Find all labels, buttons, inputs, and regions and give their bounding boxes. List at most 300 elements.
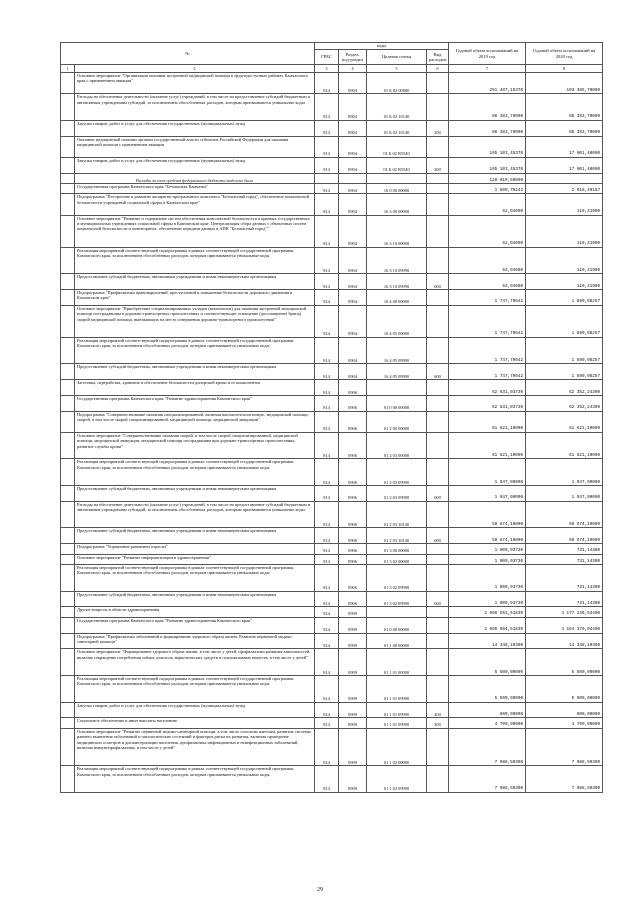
row-name: Государственная программа Камчатского края "Развитие здравоохранения Камчатского края" bbox=[75, 617, 315, 633]
grbs-cell: 814 bbox=[315, 274, 339, 290]
table-row bbox=[61, 501, 603, 528]
vr-cell bbox=[427, 766, 449, 793]
table-row bbox=[61, 728, 603, 765]
table-row bbox=[61, 305, 603, 337]
grbs-cell: 814 bbox=[315, 728, 339, 765]
amount-2019: 62,04600 bbox=[449, 194, 526, 215]
razdel-cell: 0906 bbox=[339, 528, 367, 544]
grbs-cell: 814 bbox=[315, 289, 339, 305]
amount-2019: 5 500,00000 bbox=[449, 676, 526, 703]
amount-2020: 119,31900 bbox=[526, 215, 603, 247]
row-name: Подпрограмма "Совершенствование оказания специализированной, включая высокотехнологичную, медицинской помощи, скорой, в том числе скорой специализированной, медицинской помощи, медицинской эвакуации" bbox=[75, 411, 315, 432]
column-number-row bbox=[61, 65, 603, 73]
row-number-cell bbox=[61, 617, 75, 633]
table-row bbox=[61, 528, 603, 544]
grbs-cell: 814 bbox=[315, 136, 339, 157]
csr-cell: 16 4 05 09990 bbox=[367, 364, 427, 380]
vr-cell bbox=[427, 649, 449, 676]
csr-cell: 16 3 10 00000 bbox=[367, 215, 427, 247]
table-row bbox=[61, 459, 603, 486]
row-name: Заготовка, переработка, хранение и обеспечение безопасности донорской крови и ее компонентов bbox=[75, 380, 315, 396]
amount-2020: 7 088,50300 bbox=[526, 728, 603, 765]
row-name: Закупка товаров, работ и услуг для обеспечения государственных (муниципальных) нужд bbox=[75, 157, 315, 173]
amount-2019: 86 383,70000 bbox=[449, 94, 526, 121]
row-number-cell bbox=[61, 432, 75, 459]
table-row bbox=[61, 607, 603, 617]
amount-2020: 1 899,08257 bbox=[526, 337, 603, 364]
grbs-cell: 814 bbox=[315, 766, 339, 793]
row-number-cell bbox=[61, 120, 75, 136]
amount-2020: 59 674,10000 bbox=[526, 501, 603, 528]
razdel-cell: 0909 bbox=[339, 617, 367, 633]
amount-2020: 731,14300 bbox=[526, 544, 603, 554]
vr-cell bbox=[427, 289, 449, 305]
grbs-cell bbox=[315, 173, 339, 183]
budget-table bbox=[60, 42, 603, 793]
row-name: Реализация мероприятий соответствующей подпрограммы в рамках соответствующей государственной программы Камчатского края, за исключением обособленных расходов, которым присваиваются уникальные коды bbox=[75, 247, 315, 274]
amount-2020: 1 947,00000 bbox=[526, 486, 603, 502]
csr-cell: 01 2 03 10140 bbox=[367, 501, 427, 528]
table-row bbox=[61, 591, 603, 607]
row-number-cell bbox=[61, 501, 75, 528]
table-row bbox=[61, 136, 603, 157]
amount-2020: 2 018,40157 bbox=[526, 183, 603, 193]
amount-2019: 2 908 551,51830 bbox=[449, 607, 526, 617]
row-number-cell bbox=[61, 459, 75, 486]
csr-cell: 01 2 03 09990 bbox=[367, 459, 427, 486]
amount-2020: 1 899,08257 bbox=[526, 305, 603, 337]
amount-2019: 1 809,75242 bbox=[449, 183, 526, 193]
amount-2019: 4 700,00000 bbox=[449, 718, 526, 728]
column-number: 1 bbox=[61, 65, 75, 73]
row-number-cell bbox=[61, 676, 75, 703]
razdel-cell: 0906 bbox=[339, 591, 367, 607]
table-row bbox=[61, 411, 603, 432]
row-name: Реализация мероприятий соответствующей подпрограммы в рамках соответствующей государственной программы Камчатского края, за исключением обособленных расходов, которым присваиваются уникальные коды bbox=[75, 676, 315, 703]
csr-cell: 01 2 03 00000 bbox=[367, 432, 427, 459]
header-vr: Вид расходов bbox=[427, 50, 449, 65]
csr-cell: 01 Б 02 R5540 bbox=[367, 136, 427, 157]
amount-2020: 61 621,10000 bbox=[526, 432, 603, 459]
header-csr: Целевая статья bbox=[367, 50, 427, 65]
razdel-cell: 0904 bbox=[339, 157, 367, 173]
row-number-cell bbox=[61, 728, 75, 765]
grbs-cell: 814 bbox=[315, 364, 339, 380]
vr-cell bbox=[427, 676, 449, 703]
grbs-cell: 814 bbox=[315, 94, 339, 121]
table-row bbox=[61, 120, 603, 136]
csr-cell: 01 1 01 09990 bbox=[367, 702, 427, 718]
amount-2019: 62,04600 bbox=[449, 274, 526, 290]
amount-2020: 4 164 370,04400 bbox=[526, 617, 603, 633]
razdel-cell: 0906 bbox=[339, 501, 367, 528]
razdel-cell: 0904 bbox=[339, 247, 367, 274]
header-sum-2020: Годовой объем ассигнований на 2020 год bbox=[526, 43, 603, 65]
grbs-cell: 814 bbox=[315, 702, 339, 718]
vr-cell: 600 bbox=[427, 274, 449, 290]
amount-2019: 165 103,45370 bbox=[449, 136, 526, 157]
csr-cell: 01 3 02 00000 bbox=[367, 554, 427, 564]
row-name: Основное мероприятие "Организация оказания экстренной медицинской помощи в труднодоступных районах Камчатского края с применением авиации" bbox=[75, 73, 315, 94]
amount-2019: 86 383,70000 bbox=[449, 120, 526, 136]
amount-2019: 1 009,93730 bbox=[449, 544, 526, 554]
row-name: Государственная программа Камчатского края "Развитие здравоохранения Камчатского края" bbox=[75, 395, 315, 411]
vr-cell bbox=[427, 544, 449, 554]
razdel-cell: 0909 bbox=[339, 676, 367, 703]
razdel-cell: 0909 bbox=[339, 728, 367, 765]
row-number-cell bbox=[61, 136, 75, 157]
razdel-cell: 0906 bbox=[339, 565, 367, 592]
table-row bbox=[61, 364, 603, 380]
grbs-cell: 814 bbox=[315, 194, 339, 215]
amount-2020: 59 674,10000 bbox=[526, 528, 603, 544]
amount-2020: 800,00000 bbox=[526, 702, 603, 718]
csr-cell: 01 1 02 00000 bbox=[367, 728, 427, 765]
razdel-cell: 0904 bbox=[339, 94, 367, 121]
table-row bbox=[61, 157, 603, 173]
csr-cell: 16 4 00 00000 bbox=[367, 289, 427, 305]
amount-2019: 165 103,45370 bbox=[449, 157, 526, 173]
amount-2019: 61 621,10000 bbox=[449, 432, 526, 459]
table-row bbox=[61, 544, 603, 554]
grbs-cell: 814 bbox=[315, 633, 339, 649]
row-number-cell bbox=[61, 173, 75, 183]
razdel-cell: 0904 bbox=[339, 215, 367, 247]
csr-cell: 16 3 00 00000 bbox=[367, 194, 427, 215]
header-sum-2019: Годовой объем ассигнований на 2019 год bbox=[449, 43, 526, 65]
vr-cell bbox=[427, 173, 449, 183]
razdel-cell: 0904 bbox=[339, 73, 367, 94]
csr-cell: 16 4 05 00000 bbox=[367, 305, 427, 337]
amount-2019: 7 088,50300 bbox=[449, 766, 526, 793]
table-row bbox=[61, 173, 603, 183]
amount-2020: 5 500,00000 bbox=[526, 676, 603, 703]
vr-cell bbox=[427, 432, 449, 459]
vr-cell bbox=[427, 395, 449, 411]
table-row bbox=[61, 395, 603, 411]
row-name: Предоставление субсидий бюджетным, автономным учреждениям и иным некоммерческим организациям bbox=[75, 274, 315, 290]
vr-cell bbox=[427, 633, 449, 649]
amount-2020: 14 348,10300 bbox=[526, 633, 603, 649]
grbs-cell: 814 bbox=[315, 649, 339, 676]
amount-2020: 119,31900 bbox=[526, 274, 603, 290]
amount-2020: 5 500,00000 bbox=[526, 649, 603, 676]
table-row bbox=[61, 486, 603, 502]
razdel-cell: 0906 bbox=[339, 544, 367, 554]
row-name: Реализация мероприятий соответствующей подпрограммы в рамках соответствующей государственной программы Камчатского края, за исключением обособленных расходов, которым присваиваются уникальные коды bbox=[75, 766, 315, 793]
header-number: № bbox=[61, 43, 315, 65]
amount-2019: 1 009,93730 bbox=[449, 554, 526, 564]
amount-2019: 128 919,50000 bbox=[449, 173, 526, 183]
amount-2020: 731,14300 bbox=[526, 565, 603, 592]
amount-2020: 731,14300 bbox=[526, 554, 603, 564]
csr-cell: 01 3 00 00000 bbox=[367, 544, 427, 554]
csr-cell: 01 1 01 00000 bbox=[367, 649, 427, 676]
row-note: Расходы за счет средств федерального бюджета выделено было bbox=[75, 173, 315, 183]
amount-2020: 61 621,10000 bbox=[526, 411, 603, 432]
csr-cell: 01 2 03 10140 bbox=[367, 528, 427, 544]
table-row bbox=[61, 617, 603, 633]
table-row bbox=[61, 247, 603, 274]
razdel-cell: 0909 bbox=[339, 649, 367, 676]
csr-cell: 01 Б 02 10140 bbox=[367, 120, 427, 136]
vr-cell bbox=[427, 94, 449, 121]
amount-2020: 119,31900 bbox=[526, 194, 603, 215]
row-number-cell bbox=[61, 274, 75, 290]
amount-2019: 5 500,00000 bbox=[449, 649, 526, 676]
razdel-cell: 0904 bbox=[339, 274, 367, 290]
razdel-cell: 0909 bbox=[339, 633, 367, 649]
row-name: Основное мероприятие "Совершенствование оказания скорой, в том числе скорой специализированной, медицинской помощи, медицинской эвакуации, медицинской помощи пострадавшим при дорожно-транспортных происшествиях, развитие службы крови" bbox=[75, 432, 315, 459]
table-row bbox=[61, 766, 603, 793]
vr-cell bbox=[427, 194, 449, 215]
table-row bbox=[61, 183, 603, 193]
grbs-cell: 814 bbox=[315, 215, 339, 247]
row-number-cell bbox=[61, 607, 75, 617]
razdel-cell: 0906 bbox=[339, 554, 367, 564]
row-name: Социальное обеспечение и иные выплаты населению bbox=[75, 718, 315, 728]
razdel-cell: 0906 bbox=[339, 380, 367, 396]
amount-2019: 1 747,70642 bbox=[449, 337, 526, 364]
grbs-cell: 814 bbox=[315, 247, 339, 274]
razdel-cell: 0904 bbox=[339, 289, 367, 305]
razdel-cell: 0904 bbox=[339, 305, 367, 337]
amount-2020: 62 352,24300 bbox=[526, 380, 603, 396]
row-name: Другие вопросы в области здравоохранения bbox=[75, 607, 315, 617]
column-number: 2 bbox=[75, 65, 315, 73]
grbs-cell: 814 bbox=[315, 554, 339, 564]
razdel-cell bbox=[339, 173, 367, 183]
csr-cell: 01 Б 02 10140 bbox=[367, 94, 427, 121]
row-name: Основное мероприятие "Развитие и содержание систем обеспечения комплексной безопасности в краевых государственных и муниципальных учреждениях социальной сферы в Камчатском крае. Централизация сбора данных с объектовых систем комплексной безопасности и мониторинга, обеспечение передачи данных в АПК "Безопасный город"" bbox=[75, 215, 315, 247]
grbs-cell: 814 bbox=[315, 380, 339, 396]
amount-2020: 1 899,08257 bbox=[526, 364, 603, 380]
csr-cell bbox=[367, 173, 427, 183]
grbs-cell: 814 bbox=[315, 565, 339, 592]
grbs-cell: 814 bbox=[315, 73, 339, 94]
amount-2019: 62 631,03730 bbox=[449, 395, 526, 411]
vr-cell: 600 bbox=[427, 528, 449, 544]
grbs-cell: 814 bbox=[315, 591, 339, 607]
row-number-cell bbox=[61, 247, 75, 274]
razdel-cell: 0909 bbox=[339, 607, 367, 617]
razdel-cell: 0904 bbox=[339, 194, 367, 215]
grbs-cell: 814 bbox=[315, 676, 339, 703]
row-number-cell bbox=[61, 554, 75, 564]
grbs-cell: 814 bbox=[315, 459, 339, 486]
header-codes-group: коды bbox=[315, 43, 449, 50]
amount-2020: 103 385,70000 bbox=[526, 73, 603, 94]
row-number-cell bbox=[61, 528, 75, 544]
row-name: Реализация мероприятий соответствующей подпрограммы в рамках соответствующей государственной программы Камчатского края, за исключением обособленных расходов, которым присваиваются уникальные коды bbox=[75, 337, 315, 364]
amount-2020: 62 352,24300 bbox=[526, 395, 603, 411]
row-name: Реализация мероприятий соответствующей подпрограммы в рамках соответствующей государственной программы Камчатского края, за исключением обособленных расходов, которым присваиваются уникальные коды bbox=[75, 565, 315, 592]
row-number-cell bbox=[61, 305, 75, 337]
row-name: Расходы на обеспечение деятельности (оказание услуг) учреждений, в том числе на предоставление субсидий бюджетным и автономным учреждениям субсидий, за исключением обособленных расходов, которым присваиваются уникальные коды bbox=[75, 501, 315, 528]
grbs-cell: 814 bbox=[315, 337, 339, 364]
column-number: 8 bbox=[526, 65, 603, 73]
row-number-cell bbox=[61, 718, 75, 728]
table-row bbox=[61, 649, 603, 676]
header-razdel: Раздел, под-раздел bbox=[339, 50, 367, 65]
row-number-cell bbox=[61, 591, 75, 607]
amount-2019: 1 947,00000 bbox=[449, 459, 526, 486]
column-number: 7 bbox=[449, 65, 526, 73]
razdel-cell: 0906 bbox=[339, 486, 367, 502]
grbs-cell: 814 bbox=[315, 528, 339, 544]
razdel-cell: 0906 bbox=[339, 411, 367, 432]
csr-cell: 01 3 02 09990 bbox=[367, 591, 427, 607]
csr-cell: 01 0 00 00000 bbox=[367, 395, 427, 411]
razdel-cell: 0909 bbox=[339, 766, 367, 793]
row-name: Закупка товаров, работ и услуг для обеспечения государственных (муниципальных) нужд bbox=[75, 702, 315, 718]
grbs-cell: 814 bbox=[315, 544, 339, 554]
razdel-cell: 0906 bbox=[339, 395, 367, 411]
amount-2020: 86 383,70000 bbox=[526, 94, 603, 121]
row-number-cell bbox=[61, 633, 75, 649]
amount-2019: 62 631,03730 bbox=[449, 380, 526, 396]
vr-cell bbox=[427, 617, 449, 633]
csr-cell bbox=[367, 607, 427, 617]
table-row bbox=[61, 215, 603, 247]
vr-cell bbox=[427, 337, 449, 364]
table-row bbox=[61, 94, 603, 121]
row-name: Государственная программа Камчатского края "Безопасная Камчатка" bbox=[75, 183, 315, 193]
amount-2019: 7 088,50300 bbox=[449, 728, 526, 765]
row-number-cell bbox=[61, 565, 75, 592]
vr-cell: 200 bbox=[427, 120, 449, 136]
row-name: Реализация мероприятий соответствующей подпрограммы в рамках соответствующей государственной программы Камчатского края, за исключением обособленных расходов, которым присваиваются уникальные коды bbox=[75, 459, 315, 486]
vr-cell: 600 bbox=[427, 591, 449, 607]
vr-cell bbox=[427, 607, 449, 617]
vr-cell bbox=[427, 554, 449, 564]
row-name: Подпрограмма "Профилактика правонарушений, преступлений и повышение безопасности дорожного движения в Камчатском крае" bbox=[75, 289, 315, 305]
row-number-cell bbox=[61, 157, 75, 173]
csr-cell: 01 1 00 00000 bbox=[367, 633, 427, 649]
column-number: 5 bbox=[367, 65, 427, 73]
amount-2020: 86 383,70000 bbox=[526, 120, 603, 136]
table-row bbox=[61, 380, 603, 396]
column-number: 4 bbox=[339, 65, 367, 73]
vr-cell: 600 bbox=[427, 486, 449, 502]
vr-cell bbox=[427, 501, 449, 528]
grbs-cell: 814 bbox=[315, 411, 339, 432]
vr-cell bbox=[427, 380, 449, 396]
row-name: Предоставление субсидий бюджетным, автономным учреждениям и иным некоммерческим организациям bbox=[75, 528, 315, 544]
table-row bbox=[61, 702, 603, 718]
row-number-cell bbox=[61, 544, 75, 554]
vr-cell bbox=[427, 215, 449, 247]
vr-cell bbox=[427, 136, 449, 157]
row-number-cell bbox=[61, 649, 75, 676]
grbs-cell: 814 bbox=[315, 157, 339, 173]
csr-cell: 16 0 00 00000 bbox=[367, 183, 427, 193]
grbs-cell: 814 bbox=[315, 395, 339, 411]
grbs-cell: 814 bbox=[315, 501, 339, 528]
row-name: Предоставление субсидий бюджетным, автономным учреждениям и иным некоммерческим организациям bbox=[75, 591, 315, 607]
csr-cell bbox=[367, 380, 427, 396]
amount-2019: 251 487,15370 bbox=[449, 73, 526, 94]
razdel-cell: 0909 bbox=[339, 718, 367, 728]
amount-2019: 1 009,93730 bbox=[449, 591, 526, 607]
razdel-cell: 0906 bbox=[339, 459, 367, 486]
grbs-cell: 814 bbox=[315, 617, 339, 633]
vr-cell bbox=[427, 565, 449, 592]
table-row bbox=[61, 565, 603, 592]
razdel-cell: 0904 bbox=[339, 337, 367, 364]
row-name: Основное мероприятие "Развитие первичной медико-санитарной помощи, в том числе сельским жителям, развитие системы раннего выявления заболеваний и патологических состояний и факторов риска их развития, включая проведение медицинских осмотров и диспансеризации населения, профилактика инфекционных и неинфекционных заболеваний, включая иммунопрофилактику, в том числе у детей" bbox=[75, 728, 315, 765]
vr-cell bbox=[427, 183, 449, 193]
csr-cell: 16 3 10 09990 bbox=[367, 274, 427, 290]
amount-2019: 59 674,10000 bbox=[449, 501, 526, 528]
vr-cell bbox=[427, 728, 449, 765]
amount-2020: 17 001,40000 bbox=[526, 157, 603, 173]
row-number-cell bbox=[61, 94, 75, 121]
row-name: Подпрограмма "Управление развитием отрасли" bbox=[75, 544, 315, 554]
row-number-cell bbox=[61, 395, 75, 411]
table-row bbox=[61, 718, 603, 728]
amount-2020: 7 088,50300 bbox=[526, 766, 603, 793]
row-name: Основное мероприятие "Развитие информатизации в здравоохранении" bbox=[75, 554, 315, 564]
amount-2019: 14 348,10300 bbox=[449, 633, 526, 649]
row-name: Закупка товаров, работ и услуг для обеспечения государственных (муниципальных) нужд bbox=[75, 120, 315, 136]
vr-cell bbox=[427, 305, 449, 337]
grbs-cell: 814 bbox=[315, 120, 339, 136]
row-name: Расходы на обеспечение деятельности (оказание услуг) учреждений, в том числе на предоставление субсидий бюджетным и автономным учреждениям субсидий, за исключением обособленных расходов, которым присваиваются уникальные коды bbox=[75, 94, 315, 121]
razdel-cell: 0904 bbox=[339, 120, 367, 136]
grbs-cell: 814 bbox=[315, 432, 339, 459]
csr-cell: 01 2 03 09990 bbox=[367, 486, 427, 502]
table-row bbox=[61, 194, 603, 215]
row-name: Оказание медицинской помощи органам государственной власти субъектов Российской Федерации для оказания медицинской помощи с применением авиации bbox=[75, 136, 315, 157]
table-row bbox=[61, 633, 603, 649]
column-number: 6 bbox=[427, 65, 449, 73]
table-row bbox=[61, 73, 603, 94]
csr-cell: 16 3 10 09990 bbox=[367, 247, 427, 274]
amount-2019: 62,04600 bbox=[449, 215, 526, 247]
row-name: Основное мероприятие "Приобретение специализированных укладок (комплектов) для оказания экстренной медицинской помощи пострадавшим в дорожно-транспортных происшествиях и соответствующее оснащение (дооснащение) бригад скорой медицинской помощи, выезжающих на место совершения дорожно-транспортного происшествия" bbox=[75, 305, 315, 337]
row-name: Подпрограмма "Построение и развитие аппаратно-программного комплекса "Безопасный город", обеспечение комплексной безопасности учреждений социальной сферы в Камчатском крае" bbox=[75, 194, 315, 215]
row-number-cell bbox=[61, 364, 75, 380]
amount-2020: 1 899,08257 bbox=[526, 289, 603, 305]
amount-2019: 1 947,00000 bbox=[449, 486, 526, 502]
row-number-cell bbox=[61, 486, 75, 502]
vr-cell bbox=[427, 73, 449, 94]
row-number-cell bbox=[61, 183, 75, 193]
table-row bbox=[61, 289, 603, 305]
row-name: Подпрограмма "Профилактика заболеваний и формирование здорового образа жизни. Развитие первичной медико-санитарной помощи" bbox=[75, 633, 315, 649]
vr-cell: 300 bbox=[427, 718, 449, 728]
csr-cell: 01 1 02 09990 bbox=[367, 766, 427, 793]
vr-cell bbox=[427, 459, 449, 486]
csr-cell: 01 3 02 09990 bbox=[367, 565, 427, 592]
table-row bbox=[61, 554, 603, 564]
row-number-cell bbox=[61, 411, 75, 432]
vr-cell: 200 bbox=[427, 702, 449, 718]
amount-2020 bbox=[526, 173, 603, 183]
csr-cell: 01 Б 02 R5540 bbox=[367, 157, 427, 173]
table-row bbox=[61, 274, 603, 290]
row-number-cell bbox=[61, 215, 75, 247]
amount-2019: 62,04600 bbox=[449, 247, 526, 274]
row-name: Предоставление субсидий бюджетным, автономным учреждениям и иным некоммерческим организациям bbox=[75, 364, 315, 380]
row-number-cell bbox=[61, 194, 75, 215]
amount-2020: 4 177 236,54400 bbox=[526, 607, 603, 617]
amount-2019: 61 621,10000 bbox=[449, 411, 526, 432]
amount-2019: 800,00000 bbox=[449, 702, 526, 718]
grbs-cell: 814 bbox=[315, 305, 339, 337]
table-body bbox=[61, 73, 603, 793]
